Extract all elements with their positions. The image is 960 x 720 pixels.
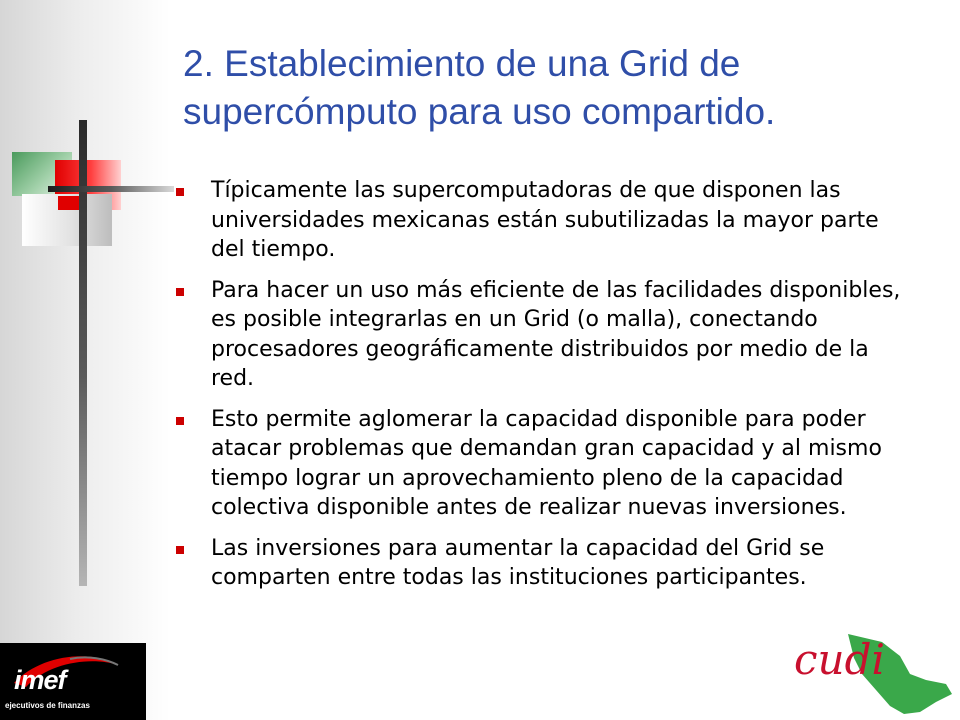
bullet-text: Típicamente las supercomputadoras de que disponen las universidades mexicanas están subutilizadas la mayor parte del tiempo. <box>211 178 879 262</box>
bullet-list <box>170 176 910 604</box>
slide-title <box>183 40 943 136</box>
bullet-marker-icon <box>176 288 184 296</box>
bullet-item <box>170 176 910 265</box>
imef-logo-subtitle: ejecutivos de finanzas <box>5 701 90 710</box>
bullet-text: Esto permite aglomerar la capacidad disponible para poder atacar problemas que demandan gran capacidad y al mismo tiempo lograr un aprovechamiento pleno de la capacidad colectiva disponible antes de realizar nuevas inversiones. <box>211 406 882 520</box>
slide-title-line-1: 2. Establecimiento de una Grid de <box>183 43 741 84</box>
slide-title-line-2: supercómputo para uso compartido. <box>183 91 776 132</box>
bullet-text: Las inversiones para aumentar la capacidad del Grid se comparten entre todas las instituciones participantes. <box>211 535 825 590</box>
bullet-marker-icon <box>176 188 184 196</box>
decor-horizontal-bar <box>48 186 174 192</box>
bullet-item <box>170 405 910 523</box>
bullet-marker-icon <box>176 546 184 554</box>
bullet-item <box>170 534 910 593</box>
bullet-text: Para hacer un uso más eficiente de las facilidades disponibles, es posible integrarlas en un Grid (o malla), conectando procesadores geográficamente distribuidos por medio de la red. <box>211 277 901 391</box>
imef-logo <box>0 643 146 720</box>
cudi-logo <box>786 630 956 720</box>
bullet-marker-icon <box>176 417 184 425</box>
cudi-logo-text: cudi <box>794 635 885 684</box>
imef-logo-text: imef <box>14 665 66 695</box>
bullet-item <box>170 276 910 394</box>
